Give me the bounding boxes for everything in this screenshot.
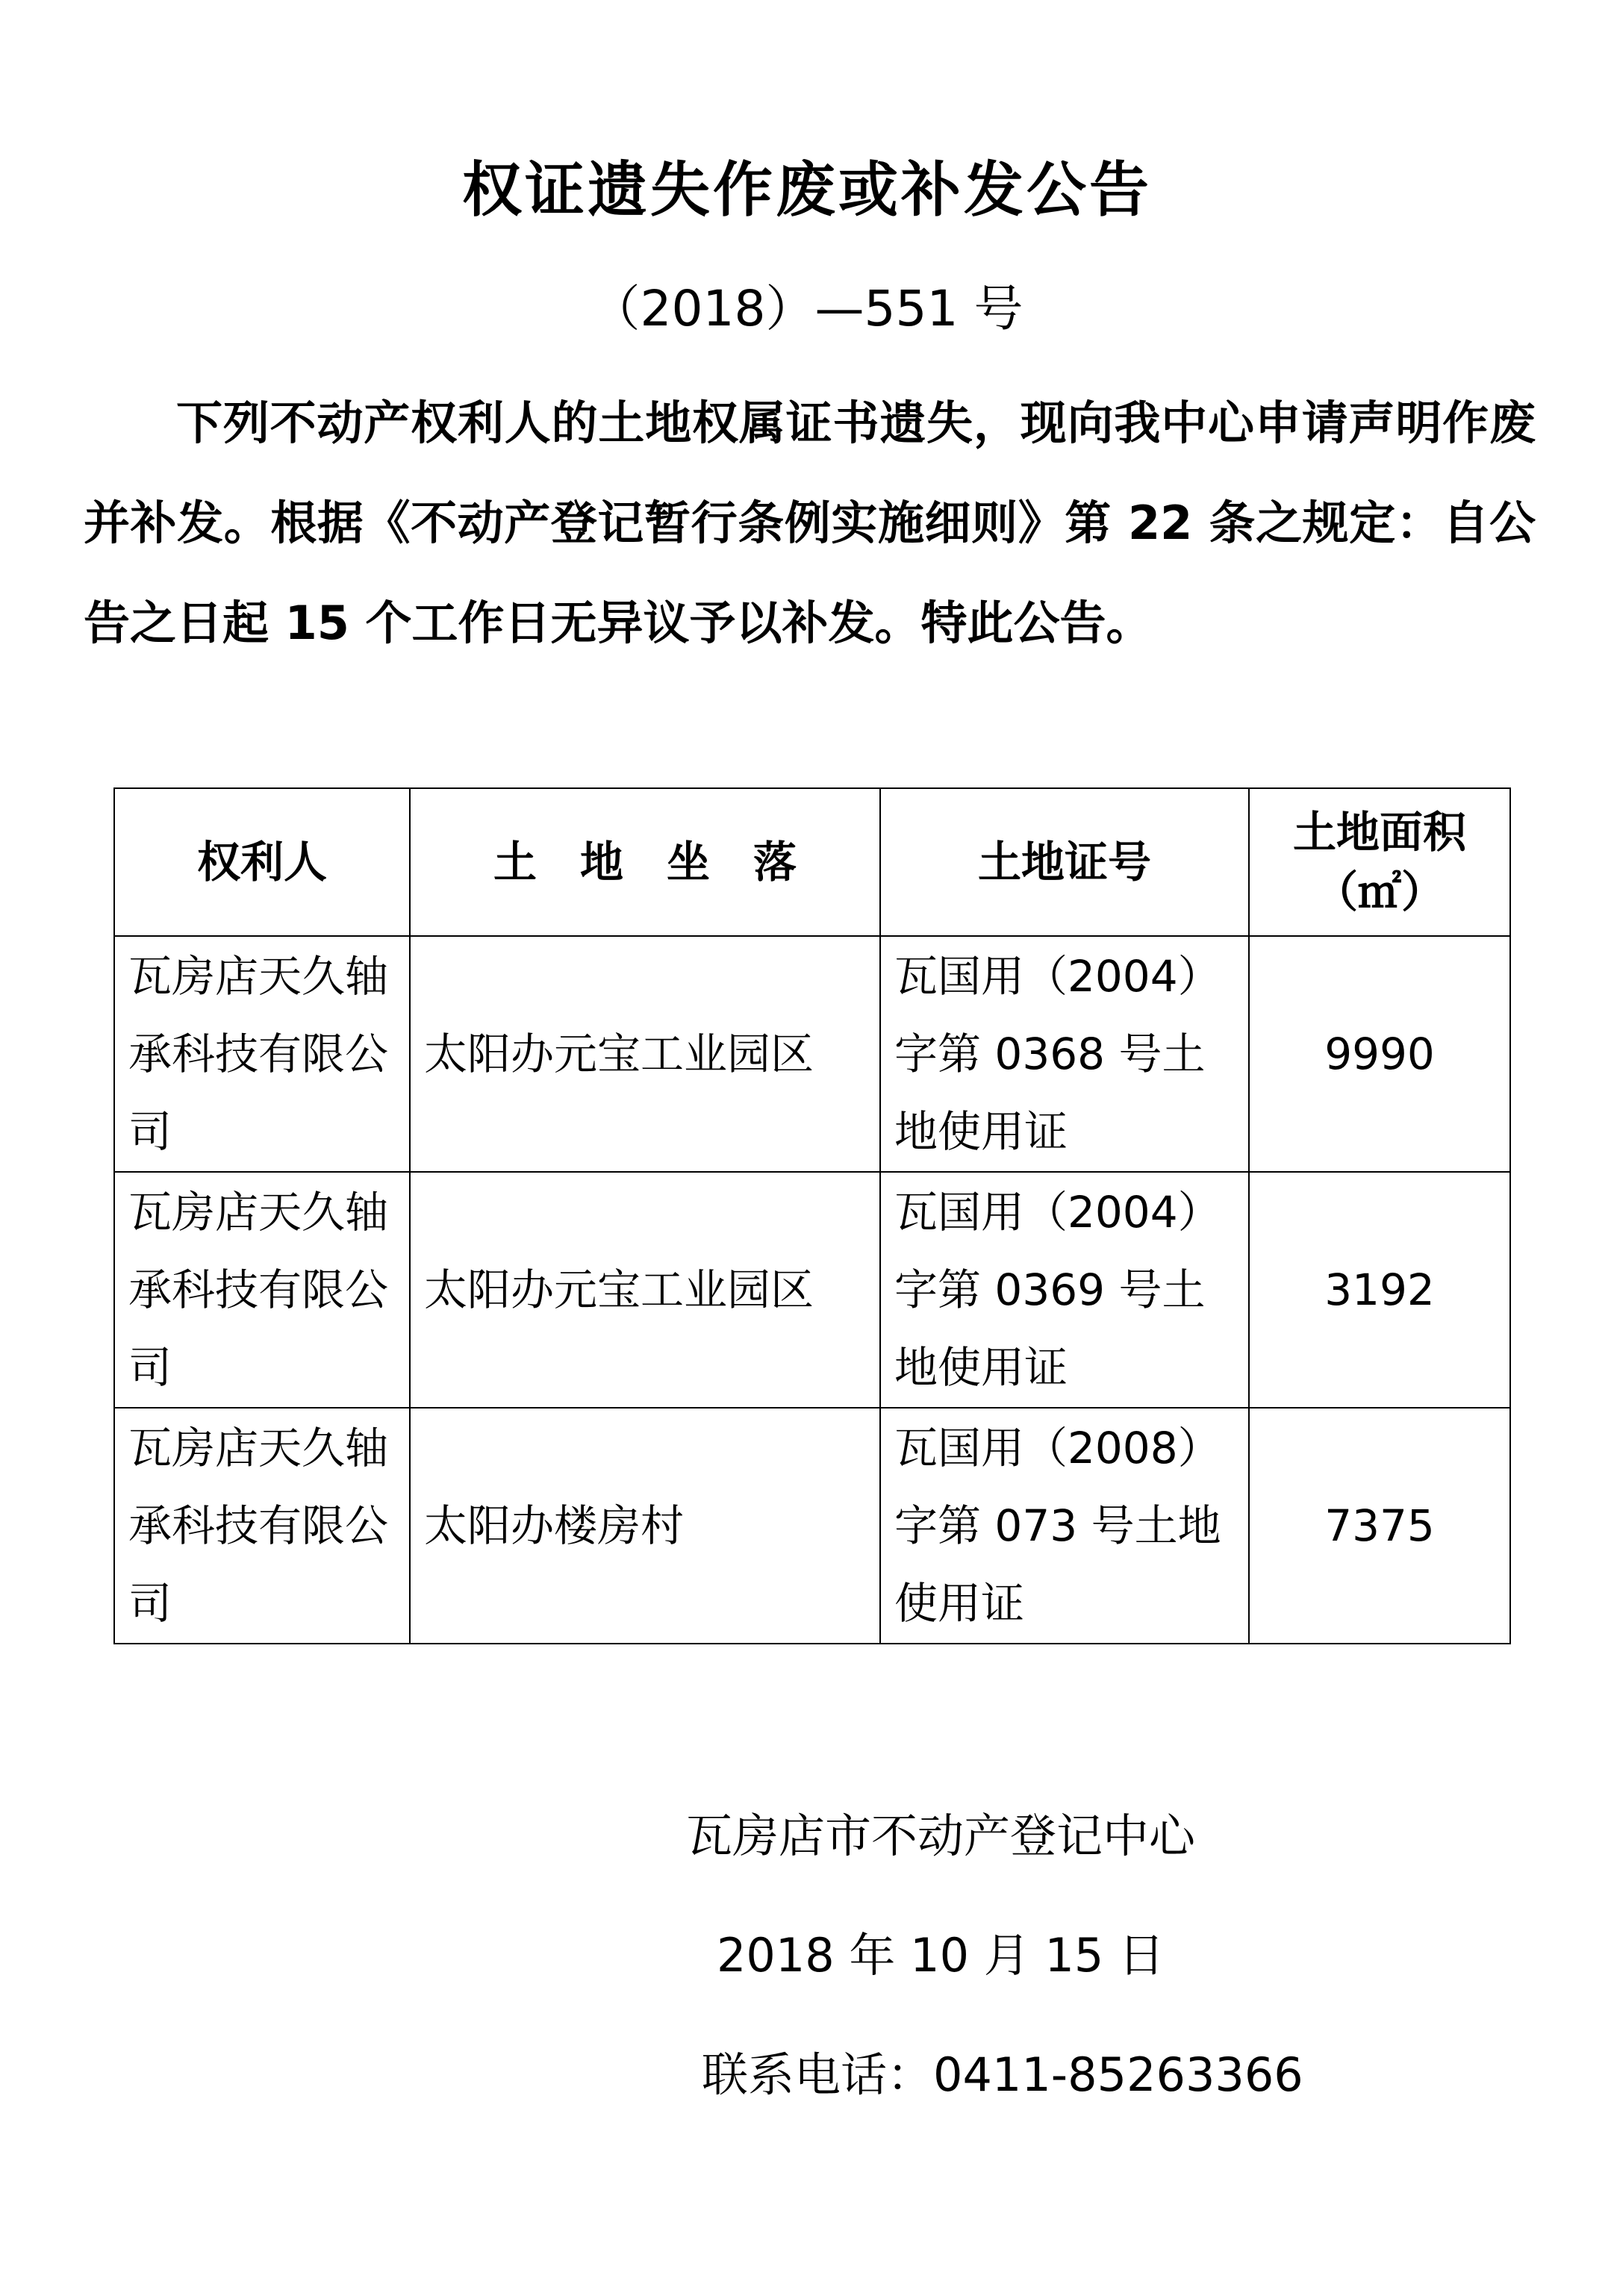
header-holder: 权利人 xyxy=(114,788,410,936)
cell-holder: 瓦房店天久轴承科技有限公司 xyxy=(114,936,410,1172)
notice-title: 权证遗失作废或补发公告 xyxy=(462,155,1152,225)
header-location: 土 地 坐 落 xyxy=(410,788,880,936)
cell-area: 7375 xyxy=(1249,1408,1510,1644)
cell-location: 太阳办元宝工业园区 xyxy=(410,1172,880,1408)
table-row xyxy=(114,1408,1510,1644)
issue-date: 2018 年 10 月 15 日 xyxy=(716,1928,1165,1983)
header-cert-no: 土地证号 xyxy=(880,788,1249,936)
document-number: （2018）—551 号 xyxy=(591,280,1023,337)
cell-location: 太阳办元宝工业园区 xyxy=(410,936,880,1172)
notice-paragraph: 下列不动产权利人的土地权属证书遗失，现向我中心申请声明作废并补发。根据《不动产登记暂行条例实施细则》第 22 条之规定：自公告之日起 15 个工作日无异议予以补发。特此公告。 xyxy=(84,396,1536,650)
cell-cert-no: 瓦国用（2004）字第 0369 号土地使用证 xyxy=(880,1172,1249,1408)
issuer-name: 瓦房店市不动产登记中心 xyxy=(685,1809,1195,1863)
table-row xyxy=(114,936,1510,1172)
table-row xyxy=(114,1172,1510,1408)
land-certificate-table xyxy=(113,787,1511,1644)
contact-phone: 联系电话：0411-85263366 xyxy=(702,2047,1303,2102)
cell-holder: 瓦房店天久轴承科技有限公司 xyxy=(114,1408,410,1644)
cell-cert-no: 瓦国用（2004）字第 0368 号土地使用证 xyxy=(880,936,1249,1172)
cell-area: 9990 xyxy=(1249,936,1510,1172)
cell-cert-no: 瓦国用（2008）字第 073 号土地使用证 xyxy=(880,1408,1249,1644)
cell-holder: 瓦房店天久轴承科技有限公司 xyxy=(114,1172,410,1408)
header-area: 土地面积（㎡） xyxy=(1249,788,1510,936)
cell-area: 3192 xyxy=(1249,1172,1510,1408)
table-header-row xyxy=(114,788,1510,936)
cell-location: 太阳办楼房村 xyxy=(410,1408,880,1644)
